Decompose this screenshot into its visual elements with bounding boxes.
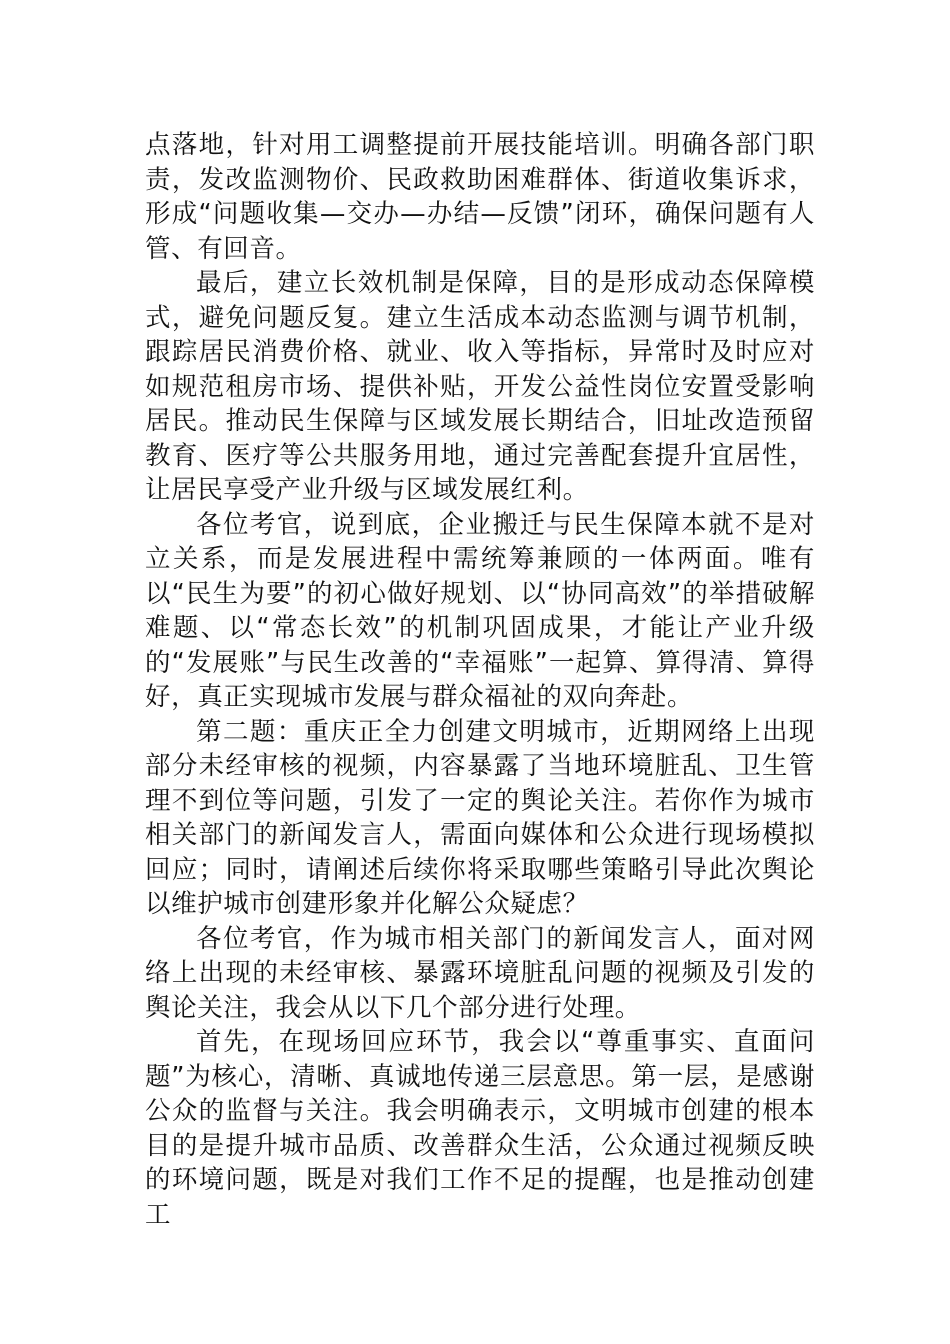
question-two: 第二题：重庆正全力创建文明城市，近期网络上出现部分未经审核的视频，内容暴露了当地环境脏乱、卫生管理不到位等问题，引发了一定的舆论关注。若你作为城市相关部门的新闻发言人，需面向媒体和公众进行现场模拟回应；同时，请阐述后续你将采取哪些策略引导此次舆论以维护城市创建形象并化解公众疑虑？ [145, 716, 815, 919]
paragraph-long-term-mechanism: 最后，建立长效机制是保障，目的是形成动态保障模式，避免问题反复。建立生活成本动态监测与调节机制，跟踪居民消费价格、就业、收入等指标，异常时及时应对如规范租房市场、提供补贴，开发公益性岗位安置受影响居民。推动民生保障与区域发展长期结合，旧址改造预留教育、医疗等公共服务用地，通过完善配套提升宜居性，让居民享受产业升级与区域发展红利。 [145, 268, 815, 505]
paragraph-continuation: 点落地，针对用工调整提前开展技能培训。明确各部门职责，发改监测物价、民政救助困难群体、街道收集诉求，形成“问题收集—交办—办结—反馈”闭环，确保问题有人管、有回音。 [145, 130, 815, 264]
paragraph-on-site-response: 首先，在现场回应环节，我会以“尊重事实、直面问题”为核心，清晰、真诚地传递三层意思。第一层，是感谢公众的监督与关注。我会明确表示，文明城市创建的根本目的是提升城市品质、改善群众生活，公众通过视频反映的环境问题，既是对我们工作不足的提醒，也是推动创建工 [145, 1027, 815, 1230]
paragraph-answer-intro: 各位考官，作为城市相关部门的新闻发言人，面对网络上出现的未经审核、暴露环境脏乱问题的视频及引发的舆论关注，我会从以下几个部分进行处理。 [145, 923, 815, 1023]
document-body [145, 128, 815, 1232]
paragraph-conclusion: 各位考官，说到底，企业搬迁与民生保障本就不是对立关系，而是发展进程中需统筹兼顾的一体两面。唯有以“民生为要”的初心做好规划、以“协同高效”的举措破解难题、以“常态长效”的机制巩固成果，才能让产业升级的“发展账”与民生改善的“幸福账”一起算、算得清、算得好，真正实现城市发展与群众福祉的双向奔赴。 [145, 509, 815, 712]
